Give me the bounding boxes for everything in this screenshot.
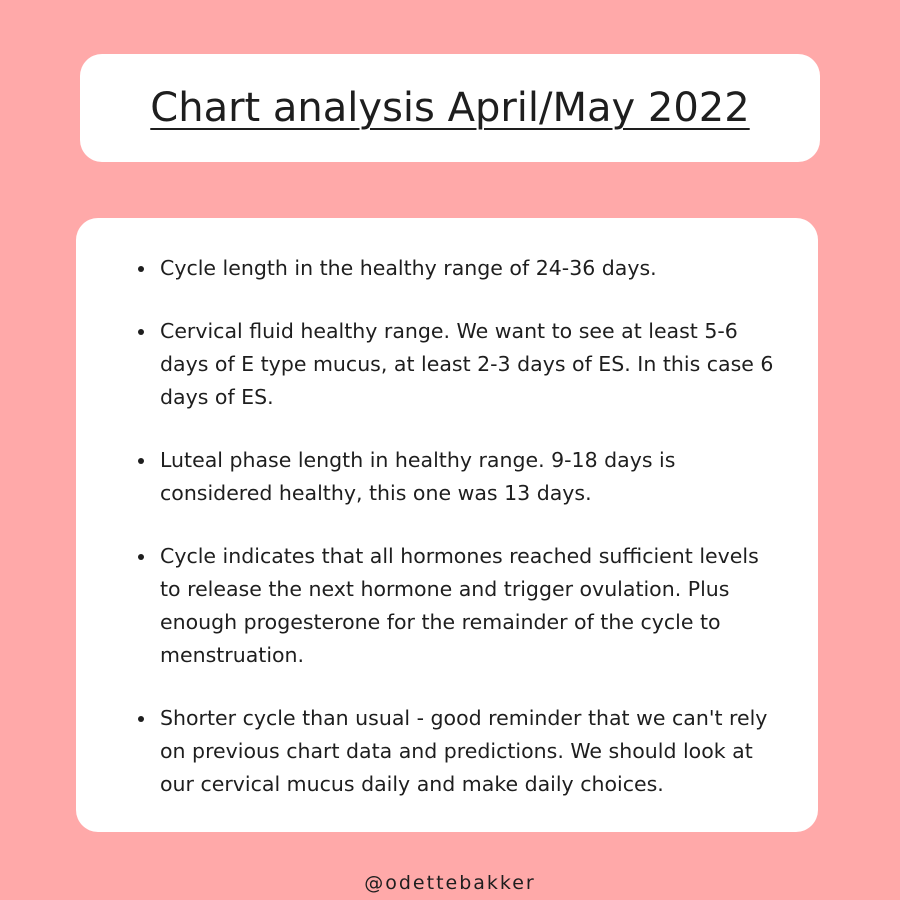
list-item [138, 252, 778, 285]
bullet-icon [138, 716, 144, 722]
list-item [138, 702, 778, 801]
list-item [138, 315, 778, 414]
list-item-text: Cervical fluid healthy range. We want to see at least 5-6 days of E type mucus, at least 2-3 days of ES. In this case 6 days of ES. [160, 319, 774, 409]
list-item-text: Cycle indicates that all hormones reached sufficient levels to release the next hormone and trigger ovulation. Plus enough progesterone for the remainder of the cycle to menstruation. [160, 544, 759, 667]
bullet-icon [138, 266, 144, 272]
content-card [76, 218, 818, 832]
list-item [138, 444, 778, 510]
bullet-icon [138, 554, 144, 560]
bullet-icon [138, 329, 144, 335]
bullet-list [138, 252, 778, 801]
title-card [80, 54, 820, 162]
list-item-text: Cycle length in the healthy range of 24-36 days. [160, 256, 657, 280]
list-item-text: Luteal phase length in healthy range. 9-18 days is considered healthy, this one was 13 days. [160, 448, 676, 505]
bullet-icon [138, 458, 144, 464]
list-item-text: Shorter cycle than usual - good reminder that we can't rely on previous chart data and predictions. We should look at our cervical mucus daily and make daily choices. [160, 706, 768, 796]
social-handle: @odettebakker [364, 872, 536, 894]
list-item [138, 540, 778, 672]
page-title: Chart analysis April/May 2022 [150, 85, 750, 131]
